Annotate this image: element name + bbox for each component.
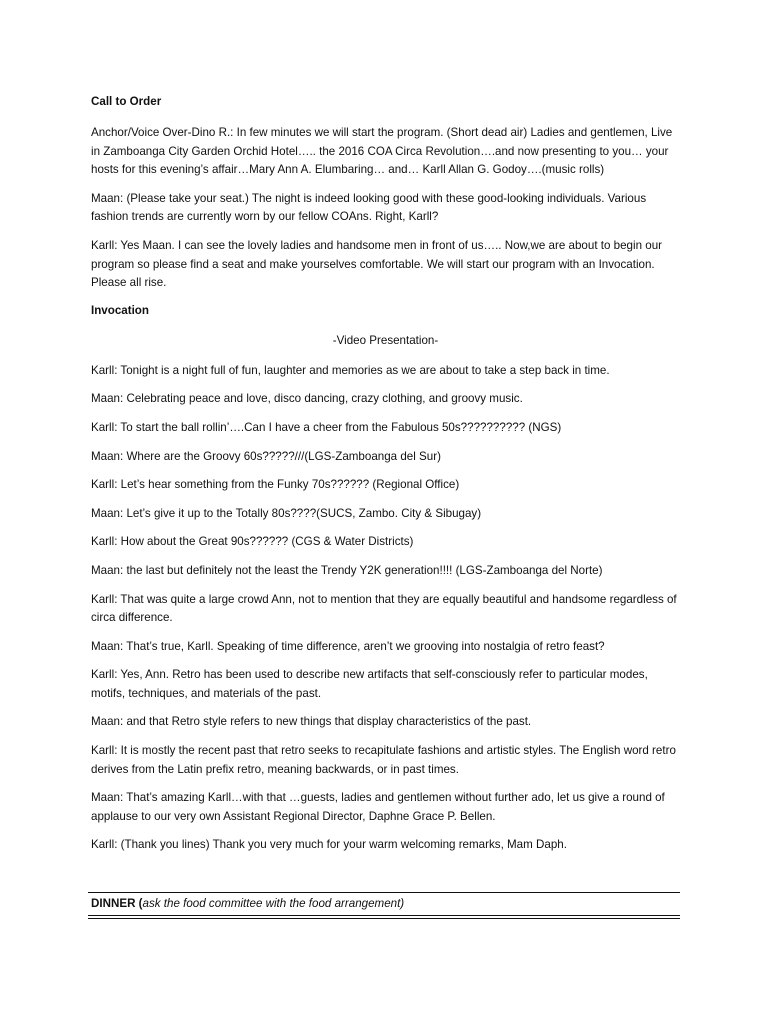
maan-paragraph-2: Maan: That’s true, Karll. Speaking of time difference, aren’t we grooving into nostalgia of retro feast? bbox=[91, 639, 605, 653]
video-presentation-label: -Video Presentation- bbox=[332, 333, 439, 347]
script-line: Karll: To start the ball rollin’….Can I have a cheer from the Fabulous 50s?????????? (NGS) bbox=[91, 420, 562, 434]
karll-paragraph-4: Karll: It is mostly the recent past that retro seeks to recapitulate fashions and artistic styles. The English word retro derives from the Latin prefix retro, meaning backwards, or in past times. bbox=[91, 744, 676, 776]
maan-paragraph-1: Maan: (Please take your seat.) The night is indeed looking good with these good-looking individuals. Various fashion trends are currently worn by our fellow COAns. Right, Karll? bbox=[91, 191, 647, 224]
karll-paragraph-3: Karll: Yes, Ann. Retro has been used to describe new artifacts that self-consciously refer to particular modes, motifs, techniques, and materials of the past. bbox=[91, 668, 648, 700]
script-line: Maan: Celebrating peace and love, disco dancing, crazy clothing, and groovy music. bbox=[91, 392, 523, 406]
call-to-order-heading: Call to Order bbox=[91, 95, 162, 108]
dinner-label: DINNER ( bbox=[91, 897, 143, 910]
script-line: Karll: Tonight is a night full of fun, laughter and memories as we are about to take a step back in time. bbox=[91, 363, 610, 377]
karll-paragraph-2: Karll: That was quite a large crowd Ann, not to mention that they are equally beautiful and handsome regardless of circa difference. bbox=[91, 592, 677, 625]
dinner-section bbox=[88, 892, 680, 916]
karll-paragraph-5: Karll: (Thank you lines) Thank you very much for your warm welcoming remarks, Mam Daph. bbox=[91, 838, 567, 852]
anchor-paragraph: Anchor/Voice Over-Dino R.: In few minutes we will start the program. (Short dead air) Ladies and gentlemen, Live in Zamboanga City Garden Orchid Hotel….. the 2016 COA Circa Revolution….and now presenting to you… your hosts for this evening’s affair…Mary Ann A. Elumbaring… and… Karll Allan G. Godoy….(music rolls) bbox=[91, 126, 673, 177]
script-line: Maan: Let’s give it up to the Totally 80s????(SUCS, Zambo. City & Sibugay) bbox=[91, 506, 482, 520]
script-line: Maan: Where are the Groovy 60s?????///(LGS-Zamboanga del Sur) bbox=[91, 449, 441, 463]
script-line: Karll: Let’s hear something from the Funky 70s?????? (Regional Office) bbox=[91, 478, 460, 492]
script-line: Karll: How about the Great 90s?????? (CGS & Water Districts) bbox=[91, 535, 414, 549]
maan-paragraph-3: Maan: and that Retro style refers to new things that display characteristics of the past. bbox=[91, 715, 532, 729]
script-line: Maan: the last but definitely not the least the Trendy Y2K generation!!!! (LGS-Zamboanga del Norte) bbox=[91, 563, 603, 577]
invocation-heading: Invocation bbox=[91, 303, 149, 317]
maan-paragraph-4: Maan: That’s amazing Karll…with that …guests, ladies and gentlemen without further ado, let us give a round of applause to our very own Assistant Regional Director, Daphne Grace P. Bellen. bbox=[91, 791, 665, 823]
karll-paragraph-1: Karll: Yes Maan. I can see the lovely ladies and handsome men in front of us….. Now,we are about to begin our program so please find a seat and make yourselves comfortable. We will start our program with an Invocation. Please all rise. bbox=[91, 238, 663, 290]
dinner-note: ask the food committee with the food arrangement) bbox=[142, 897, 405, 910]
